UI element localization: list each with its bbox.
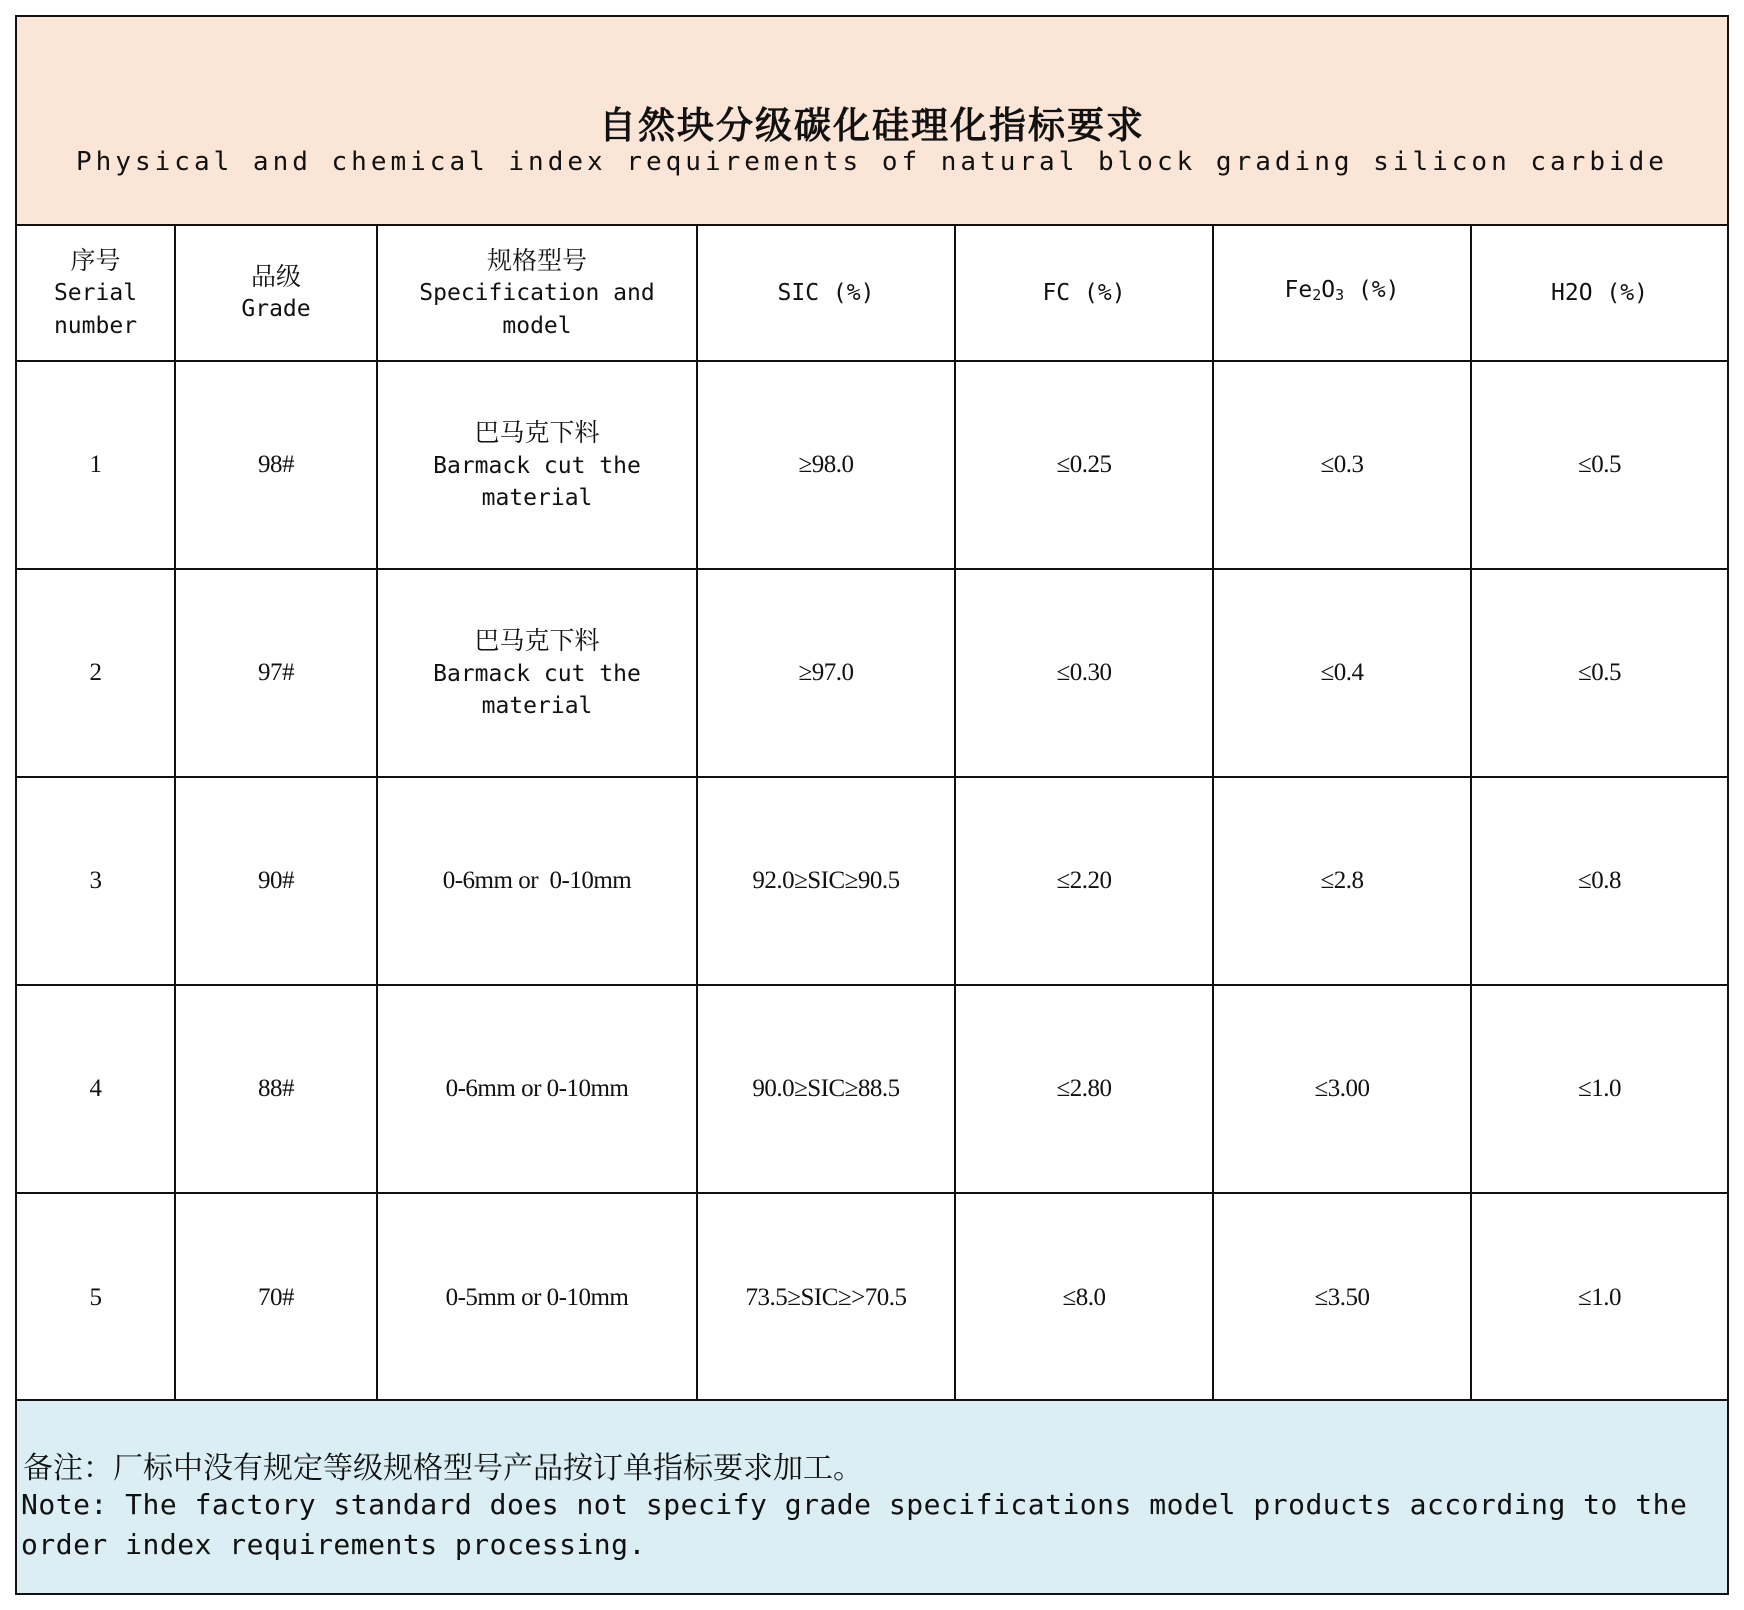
cell-spec [377,569,697,777]
cell-fe2o3: ≤3.00 [1213,985,1471,1193]
title-english: Physical and chemical index requirements of natural block grading silicon carbide [76,147,1668,177]
header-spec-en-line2: model [502,312,572,339]
cell-h2o: ≤1.0 [1471,985,1727,1193]
table-row [17,777,1727,985]
cell-spec: 0-6mm or 0-10mm [377,777,697,985]
cell-fe2o3: ≤0.3 [1213,361,1471,569]
cell-serial: 5 [17,1193,175,1401]
cell-spec-cn: 巴马克下料 [474,418,600,447]
header-sic: SIC (%) [697,226,955,361]
cell-h2o: ≤0.5 [1471,361,1727,569]
cell-grade: 88# [175,985,377,1193]
cell-spec-en-line1: Barmack cut the [433,453,641,479]
cell-fe2o3: ≤2.8 [1213,777,1471,985]
cell-h2o: ≤1.0 [1471,1193,1727,1401]
cell-spec: 0-5mm or 0-10mm [377,1193,697,1401]
cell-spec: 0-6mm or 0-10mm [377,985,697,1193]
cell-serial: 2 [17,569,175,777]
header-grade-cn: 品级 [250,262,301,291]
cell-grade: 98# [175,361,377,569]
cell-spec-cn: 巴马克下料 [474,626,600,655]
cell-sic: 73.5≥SIC≥>70.5 [697,1193,955,1401]
title-chinese: 自然块分级碳化硅理化指标要求 [599,103,1145,147]
cell-fc: ≤0.25 [955,361,1213,569]
cell-sic: 92.0≥SIC≥90.5 [697,777,955,985]
header-serial-cn: 序号 [70,245,121,275]
cell-h2o: ≤0.5 [1471,569,1727,777]
header-fe2o3 [1213,226,1471,361]
cell-serial: 3 [17,777,175,985]
cell-fc: ≤2.80 [955,985,1213,1193]
cell-spec-en-line1: Barmack cut the [433,661,641,687]
header-grade [175,226,377,361]
header-fe2o3-sub2: 2 [1312,286,1322,304]
cell-spec [377,361,697,569]
cell-grade: 97# [175,569,377,777]
cell-grade: 90# [175,777,377,985]
header-serial-en-line1: Serial [53,279,138,306]
header-fe2o3-sub3: 3 [1335,286,1345,304]
header-spec-cn: 规格型号 [486,245,587,275]
cell-fe2o3: ≤3.50 [1213,1193,1471,1401]
cell-grade: 70# [175,1193,377,1401]
cell-spec-en-line2: material [481,485,593,511]
table-row [17,985,1727,1193]
header-fe2o3-fe: Fe [1284,277,1313,303]
cell-serial: 1 [17,361,175,569]
cell-sic: ≥97.0 [697,569,955,777]
note-chinese: 备注：厂标中没有规定等级规格型号产品按订单指标要求加工。 [23,1451,863,1486]
header-fc: FC (%) [955,226,1213,361]
table-row [17,569,1727,777]
header-fe2o3-o: O [1321,277,1336,303]
cell-fc: ≤8.0 [955,1193,1213,1401]
cell-fc: ≤2.20 [955,777,1213,985]
header-spec [377,226,697,361]
spec-sheet [15,15,1729,1595]
cell-serial: 4 [17,985,175,1193]
header-h2o: H2O (%) [1471,226,1727,361]
header-serial-en-line2: number [53,312,138,339]
table-row [17,361,1727,569]
index-requirements-table [17,226,1727,1401]
note-band [17,1399,1727,1593]
header-spec-en-line1: Specification and [419,279,655,306]
title-band [17,17,1727,226]
table-row [17,1193,1727,1401]
cell-spec-en-line2: material [481,693,593,719]
cell-sic: 90.0≥SIC≥88.5 [697,985,955,1193]
header-serial [17,226,175,361]
cell-fc: ≤0.30 [955,569,1213,777]
cell-sic: ≥98.0 [697,361,955,569]
cell-fe2o3: ≤0.4 [1213,569,1471,777]
header-grade-en: Grade [241,296,311,322]
header-fe2o3-unit: (%) [1344,277,1400,303]
table-header-row [17,226,1727,361]
cell-h2o: ≤0.8 [1471,777,1727,985]
note-english: Note: The factory standard does not specify grade specifications model products according to the order index requirements processing. [21,1488,1688,1561]
